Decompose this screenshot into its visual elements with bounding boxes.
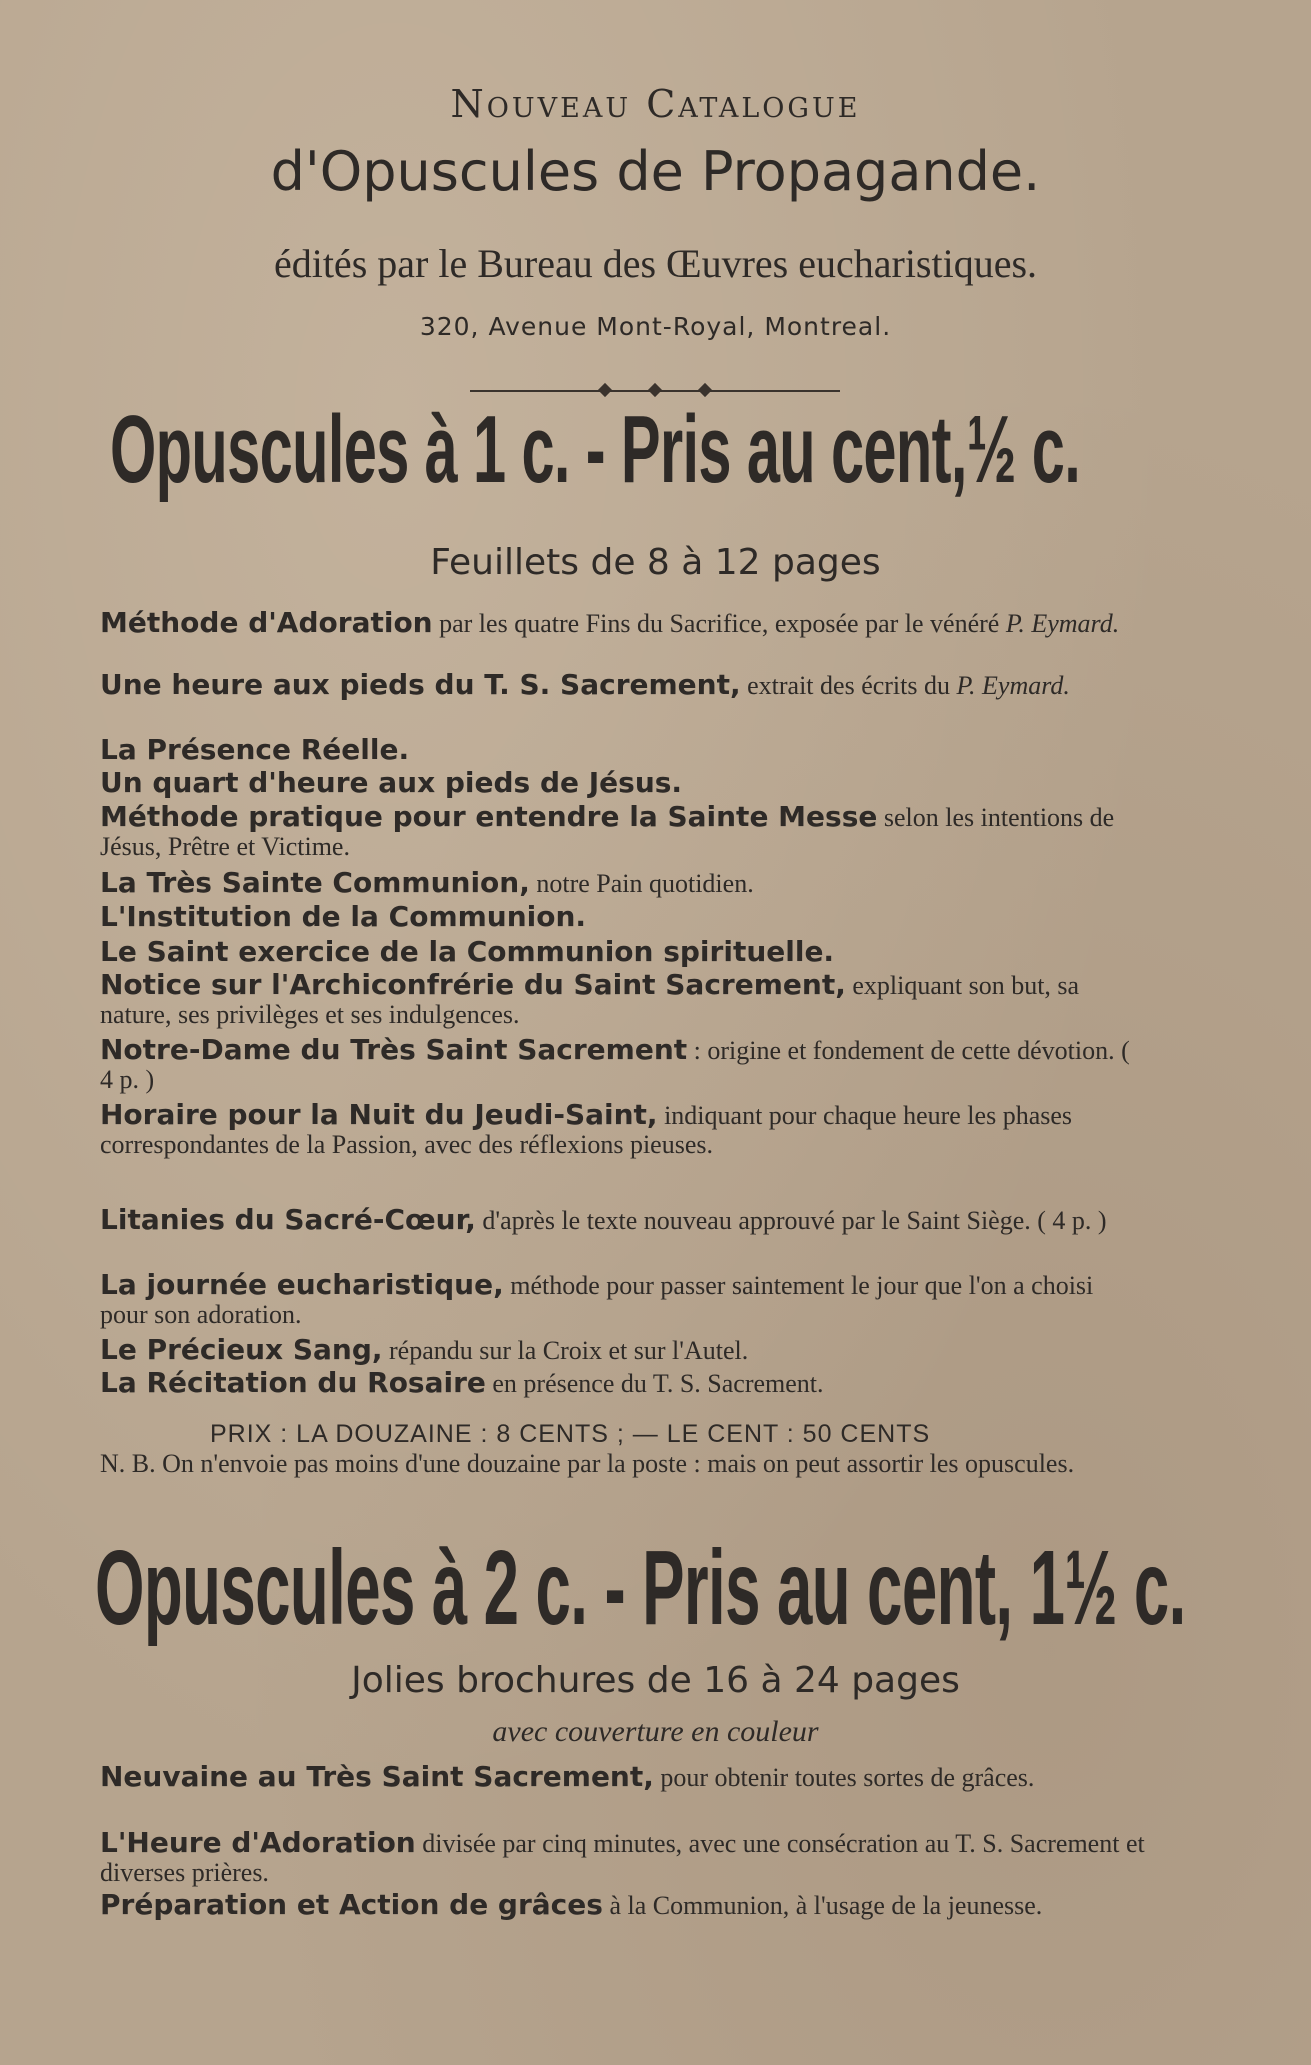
entry-description: en présence du T. S. Sacrement. [485,1369,824,1398]
entry-title: Horaire pour la Nuit du Jeudi-Saint, [100,1098,658,1131]
entry-title: La journée eucharistique, [100,1268,504,1301]
entry-author: P. Eymard. [1005,609,1120,638]
entry-description: par les quatre Fins du Sacrifice, exposée par le vénéré [432,609,1006,638]
catalogue-entry [100,937,1145,967]
entry-author: P. Eymard. [956,671,1070,700]
entry-title: La Très Sainte Communion, [100,866,530,899]
section1-heading: Opuscules à 1 c. - Pris au cent,½ c. [110,396,1081,503]
entry-title: Notice sur l'Archiconfrérie du Saint Sacrement, [100,968,846,1001]
entry-title: Une heure aux pieds du T. S. Sacrement, [100,668,741,701]
entry-title: La Présence Réelle. [100,733,410,766]
catalogue-title: Nouveau Catalogue [450,82,861,126]
catalogue-subtitle: d'Opuscules de Propagande. [270,140,1041,203]
catalogue-entry [100,608,1145,638]
section2-heading: Opuscules à 2 c. - Pris au cent, 1½ c. [95,1529,1186,1647]
entry-title: Le Précieux Sang, [100,1333,383,1366]
catalogue-entry [100,670,1145,700]
entry-description: répandu sur la Croix et sur l'Autel. [382,1336,749,1365]
entry-title: L'Heure d'Adoration [100,1826,416,1859]
catalogue-entry [100,1100,1145,1159]
entry-title: La Récitation du Rosaire [100,1366,486,1399]
entry-description: divisée par cinq minutes, avec une consécration au T. S. Sacrement et diverses prières. [100,1829,1145,1887]
entry-description: pour obtenir toutes sortes de grâces. [653,1763,1035,1792]
catalogue-entry [100,768,1145,798]
catalogue-entry [100,1890,1145,1920]
catalogue-entry [100,735,1145,765]
section1-subheading: Feuillets de 8 à 12 pages [430,542,881,583]
nota-bene: N. B. On n'envoie pas moins d'une douzaine par la poste : mais on peut assortir les opuscules. [100,1449,1075,1478]
catalogue-entry [100,1035,1145,1094]
price-line: PRIX : LA DOUZAINE : 8 CENTS ; — LE CENT : 50 CENTS [210,1420,931,1448]
entry-description: : origine et fondement de cette dévotion. ( 4 p. ) [100,1036,1130,1094]
catalogue-entry [100,1335,1145,1365]
entry-description: d'après le texte nouveau approuvé par le Saint Siège. ( 4 p. ) [475,1206,1107,1235]
entry-title: L'Institution de la Communion. [100,900,587,933]
address-line: 320, Avenue Mont-Royal, Montreal. [419,312,892,341]
entry-title: Le Saint exercice de la Communion spirituelle. [100,935,835,968]
section2-subheading-italic: avec couverture en couleur [492,1715,819,1748]
catalogue-entry [100,868,1145,898]
entry-description: méthode pour passer saintement le jour que l'on a choisi pour son adoration. [100,1271,1094,1329]
entry-title: Neuvaine au Très Saint Sacrement, [100,1760,654,1793]
catalogue-entry [100,1368,1145,1398]
entry-title: Méthode d'Adoration [100,606,433,639]
entry-description: expliquant son but, sa nature, ses privilèges et ses indulgences. [100,971,1080,1029]
catalogue-entry [100,970,1145,1029]
entry-title: Un quart d'heure aux pieds de Jésus. [100,766,683,799]
entry-title: Préparation et Action de grâces [100,1888,603,1921]
catalogue-entry [100,802,1145,861]
entry-title: Notre-Dame du Très Saint Sacrement [100,1033,688,1066]
catalogue-entry [100,902,1145,932]
entry-description: extrait des écrits du [740,671,957,700]
entry-description: indiquant pour chaque heure les phases correspondantes de la Passion, avec des réflexions pieuses. [100,1101,1073,1159]
entry-title: Litanies du Sacré-Cœur, [100,1203,476,1236]
catalogue-entry [100,1762,1145,1792]
entry-description: notre Pain quotidien. [529,869,754,898]
entry-title: Méthode pratique pour entendre la Sainte Messe [100,800,878,833]
catalogue-entry [100,1828,1145,1887]
entry-description: à la Communion, à l'usage de la jeunesse. [602,1891,1043,1920]
entry-description: selon les intentions de Jésus, Prêtre et Victime. [100,803,1115,861]
catalogue-entry [100,1205,1145,1235]
section2-subheading: Jolies brochures de 16 à 24 pages [351,1660,960,1701]
publisher-line: édités par le Bureau des Œuvres eucharistiques. [273,241,1038,286]
catalogue-entry [100,1270,1145,1329]
